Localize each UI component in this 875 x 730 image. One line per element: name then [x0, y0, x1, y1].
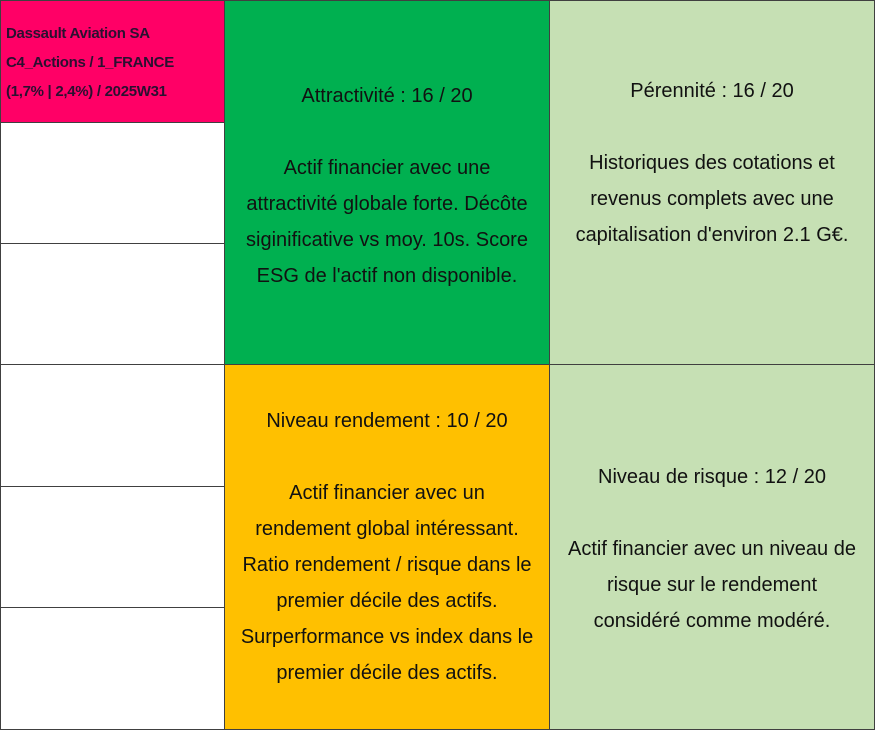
perennite-description: Historiques des cotations et revenus complets avec une capitalisation d'environ 2.1 G€.	[575, 151, 849, 246]
asset-category: C4_Actions / 1_FRANCE	[6, 54, 174, 71]
perennite-title: Pérennité : 16 / 20	[630, 79, 794, 102]
blank-cell	[0, 486, 225, 608]
risque-card	[549, 364, 875, 730]
attractivite-description: Actif financier avec une attractivité globale forte. Décôte siginificative vs moy. 10s. Score ESG de l'actif non disponible.	[246, 156, 528, 287]
blank-cell	[0, 122, 225, 244]
rendement-title: Niveau rendement : 10 / 20	[266, 410, 508, 432]
asset-period: (1,7% | 2,4%) / 2025W31	[6, 83, 167, 100]
attractivite-card	[224, 0, 550, 365]
risque-title: Niveau de risque : 12 / 20	[598, 466, 826, 488]
blank-cell	[0, 243, 225, 365]
rendement-description: Actif financier avec un rendement global intéressant. Ratio rendement / risque dans le premier décile des actifs. Surperformance vs index dans le premier décile des actifs.	[240, 482, 534, 684]
perennite-card	[549, 0, 875, 365]
rendement-card	[224, 364, 550, 730]
attractivite-title: Attractivité : 16 / 20	[301, 84, 473, 107]
asset-identity-cell	[0, 0, 225, 123]
blank-cell	[0, 364, 225, 487]
blank-cell	[0, 607, 225, 730]
risque-description: Actif financier avec un niveau de risque sur le rendement considéré comme modéré.	[568, 538, 856, 632]
asset-name: Dassault Aviation SA	[6, 25, 150, 42]
